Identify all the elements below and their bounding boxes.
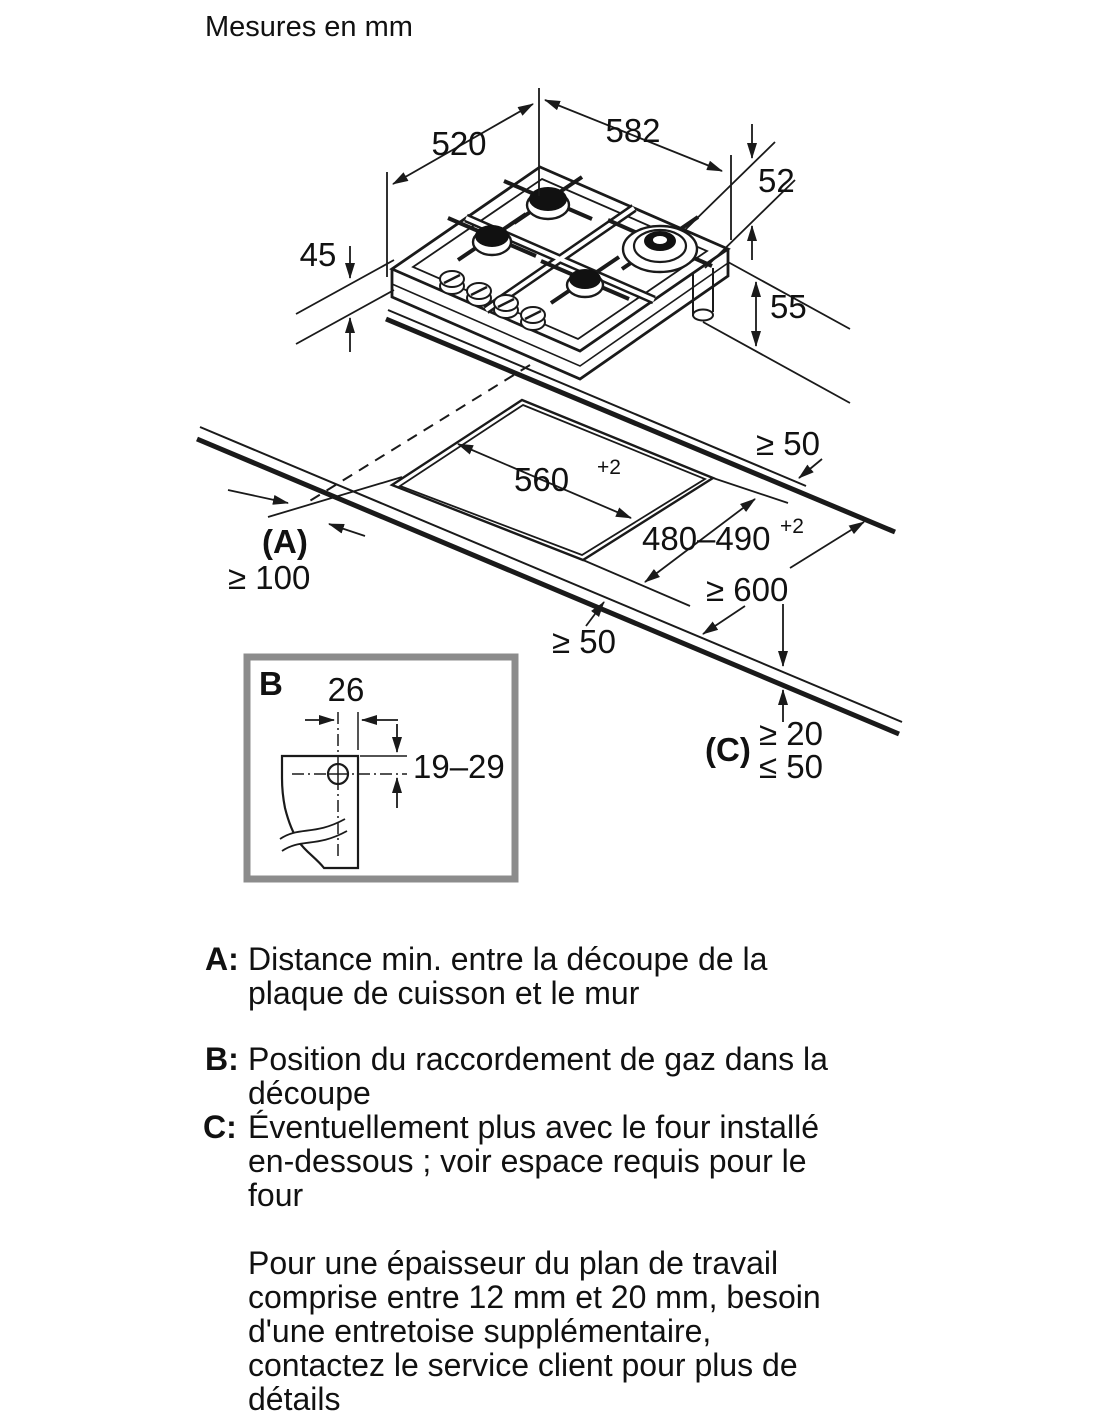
page-title: Mesures en mm <box>205 11 413 43</box>
projection-dashed-line <box>308 365 530 502</box>
note-line1: Pour une épaisseur du plan de travail <box>248 1245 779 1281</box>
legend-b-line2: découpe <box>248 1075 371 1111</box>
label-oven-ref: (C) <box>705 731 751 768</box>
legend-key-b: B: <box>205 1041 239 1077</box>
legend-a-line1: Distance min. entre la découpe de la <box>248 941 768 977</box>
dim-oven-gap-max: ≤ 50 <box>759 748 823 785</box>
arrow-wall-right <box>329 524 365 536</box>
dim-bottom-height: 55 <box>770 288 807 325</box>
inset-b-label: B <box>259 665 283 702</box>
burner-front <box>567 269 603 297</box>
knob <box>494 295 518 318</box>
knob <box>467 283 491 306</box>
dim-top-height: 45 <box>299 236 337 273</box>
dim-front-clearance: ≥ 50 <box>552 623 616 660</box>
legend <box>203 941 828 1417</box>
legend-c-line1: Éventuellement plus avec le four installé <box>248 1109 819 1145</box>
legend-c-line2: en-dessous ; voir espace requis pour le <box>248 1143 807 1179</box>
dim-gas-depth-range: 19–29 <box>413 748 505 785</box>
legend-a-line2: plaque de cuisson et le mur <box>248 975 640 1011</box>
legend-b-line1: Position du raccordement de gaz dans la <box>248 1041 828 1077</box>
dim-hob-width: 582 <box>605 112 661 149</box>
arrow-worktop-depth-front <box>703 606 745 634</box>
dim-cutout-depth: 480–490 <box>642 520 771 557</box>
dim-gas-offset: 26 <box>327 671 365 708</box>
dim-cutout-width: 560 <box>514 461 570 498</box>
note-line3: d'une entretoise supplémentaire, <box>248 1313 712 1349</box>
dim-profile-height: 52 <box>758 162 795 199</box>
knob <box>440 271 464 294</box>
label-wall-ref: (A) <box>262 523 308 560</box>
inset-b <box>247 657 515 879</box>
burner-left <box>473 225 511 255</box>
burner-wok <box>623 226 697 272</box>
dim-oven-gap-min: ≥ 20 <box>759 715 823 752</box>
legend-key-a: A: <box>205 941 239 977</box>
hob-drawing <box>392 167 728 379</box>
dim-hob-depth: 520 <box>431 125 487 162</box>
dim-cutout-depth-tol: +2 <box>780 515 804 538</box>
dim-cutout-width-tol: +2 <box>597 456 621 479</box>
dim-worktop-depth: ≥ 600 <box>706 571 789 608</box>
dim-rear-clearance: ≥ 50 <box>756 425 820 462</box>
legend-key-c: C: <box>203 1109 237 1145</box>
note-line5: détails <box>248 1381 341 1417</box>
arrow-wall-left <box>228 490 288 503</box>
burner-rear <box>527 187 569 219</box>
dim-wall-clearance: ≥ 100 <box>228 559 311 596</box>
note-line2: comprise entre 12 mm et 20 mm, besoin <box>248 1279 821 1315</box>
knob <box>521 307 545 330</box>
legend-c-line3: four <box>248 1177 304 1213</box>
extension-lines-55 <box>703 262 850 403</box>
note-line4: contactez le service client pour plus de <box>248 1347 798 1383</box>
